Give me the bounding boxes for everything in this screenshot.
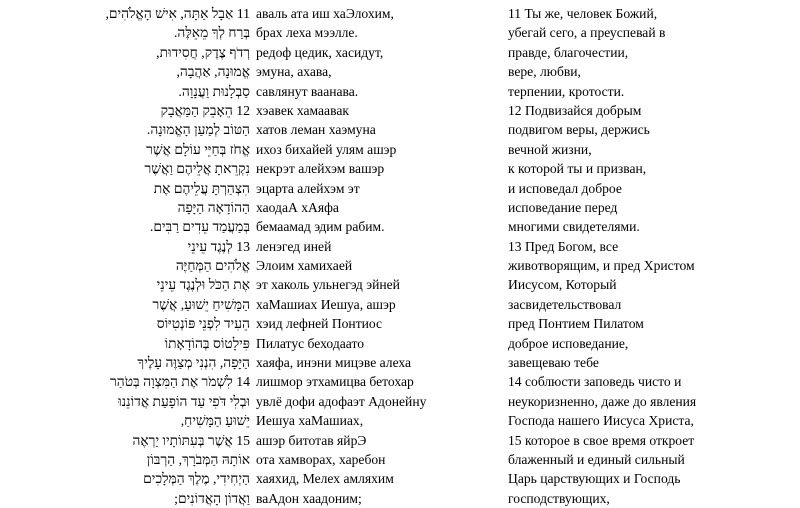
- transliteration-line: ихоз бихайей улям ашэр: [256, 141, 397, 157]
- russian-line: правде, благочестии,: [508, 44, 629, 60]
- russian-line: 15 которое в свое время откроет: [508, 432, 695, 448]
- transliteration-line: ашэр битотав яйрЭ: [256, 432, 367, 448]
- russian-line: завещеваю тебе: [508, 355, 599, 371]
- russian-line: убегай сего, а преуспевай в: [508, 25, 666, 41]
- transliteration-line: эцарта алейхэм эт: [256, 180, 360, 196]
- hebrew-line: הִצְהַרְתָּ עֲלֵיהֶם אֶת: [153, 180, 250, 196]
- transliteration-line: ота хамворах, харебон: [256, 451, 386, 467]
- russian-line: вере, любви,: [508, 64, 581, 80]
- hebrew-line: נִקְרֵאתָ אֲלֵיהֶם וַאֲשֶׁר: [144, 161, 250, 177]
- transliteration-line: аваль ата иш хаЭлохим,: [256, 6, 394, 21]
- russian-line: 14 соблюсти заповедь чисто и: [508, 374, 682, 390]
- hebrew-line: בְּמַעֲמַד עֵדִים רַבִּים.: [149, 219, 250, 235]
- russian-line: к которой ты и призван,: [508, 161, 647, 177]
- hebrew-line: הַטּוֹב לְמַעַן הָאֱמוּנָה.: [146, 122, 250, 138]
- transliteration-line: хатов леман хаэмуна: [256, 122, 376, 138]
- russian-line: 11 Ты же, человек Божий,: [508, 6, 658, 21]
- hebrew-line: אֶת הַכֹּל וּלְנֶגֶד עֵינֵי: [156, 277, 250, 293]
- hebrew-line: 15 אֲשֶׁר בְּעִתּוֹתָיו יַרְאֶה: [132, 432, 250, 448]
- transliteration-line: хаодаА хАяфа: [256, 199, 339, 215]
- russian-line: доброе исповедание,: [508, 335, 629, 351]
- hebrew-line: רְדֹף צֶדֶק, חֲסִידוּת,: [156, 44, 250, 60]
- russian-line: исповедание перед: [508, 199, 618, 215]
- hebrew-line: וַאֲדוֹן הָאֲדוֹנִים;: [174, 490, 250, 506]
- transliteration-line: эмуна, ахава,: [256, 64, 332, 80]
- hebrew-line: הַיְחִידִי, מֶלֶךְ הַמְּלָכִים: [143, 471, 250, 487]
- hebrew-line: בְּרַח לְךָ מֵאֵלֶּה.: [173, 25, 250, 41]
- russian-line: подвигом веры, держись: [508, 122, 650, 138]
- hebrew-line: הַיָּפָה, הִנְנִי מְצַוֶּה עָלֶיךָ: [137, 355, 250, 371]
- transliteration-line: брах леха мээлле.: [256, 25, 358, 41]
- russian-line: блаженный и единый сильный: [508, 451, 685, 467]
- hebrew-line: אֱלֹהִים הַמְּחַיֶּה: [175, 258, 250, 274]
- russian-line: терпении, кротости.: [508, 83, 625, 99]
- transliteration-line: Элоим хамихаей: [256, 258, 353, 274]
- russian-line: Иисусом, Который: [508, 277, 617, 293]
- transliteration-line: хаяфа, инэни мицэве алеха: [256, 355, 412, 371]
- russian-column: [508, 4, 793, 508]
- hebrew-line: אֱמוּנָה, אַהֲבָה,: [176, 64, 250, 80]
- russian-line: пред Понтием Пилатом: [508, 316, 644, 332]
- russian-line: многими свидетелями.: [508, 219, 640, 235]
- russian-line: вечной жизни,: [508, 141, 592, 157]
- hebrew-line: פִּילָטוֹס בְּהוֹדָאָתוֹ: [164, 335, 250, 351]
- russian-line: засвидетельствовал: [508, 296, 622, 312]
- transliteration-line: некрэт алейхэм вашэр: [256, 161, 385, 177]
- hebrew-line: אוֹתָהּ הַמְּבֹרָךְ, הַרְבּוֹן: [146, 451, 250, 467]
- hebrew-line: 13 לְנֶגֶד עֵינֵי: [187, 238, 250, 254]
- hebrew-line: הֵעִיד לִפְנֵי פּוֹנְטִיּוֹס: [156, 316, 250, 332]
- transliteration-line: лишмор этхамицва бетохар: [256, 374, 414, 390]
- transliteration-column: [256, 4, 496, 508]
- russian-line: Царь царствующих и Господь: [508, 471, 681, 487]
- transliteration-line: ваАдон хаадоним;: [256, 490, 362, 506]
- russian-line: 13 Пред Богом, все: [508, 238, 619, 254]
- transliteration-line: Пилатус беходаато: [256, 335, 365, 351]
- russian-line: 12 Подвизайся добрым: [508, 102, 642, 118]
- transliteration-line: хаМашиах Иешуа, ашэр: [256, 296, 396, 312]
- transliteration-line: савлянут ваанава.: [256, 83, 359, 99]
- hebrew-line: סַבְלָנוּת וַעֲנָוָה.: [178, 83, 250, 99]
- transliteration-line: хэид лефней Понтиос: [256, 316, 383, 332]
- hebrew-line: 11 אַבָל אַתָּה, אִישׁ הָאֱלֹהִים,: [105, 6, 250, 21]
- hebrew-line: הַהוֹדָאָה הַיָּפָה: [177, 199, 250, 215]
- transliteration-line: бемаамад эдим рабим.: [256, 219, 385, 235]
- hebrew-column: [60, 4, 250, 508]
- transliteration-line: ленэгед иней: [256, 238, 332, 254]
- transliteration-line: редоф цедик, хасидут,: [256, 44, 384, 60]
- hebrew-line: הַמָּשִׁיחַ יֵשׁוּעַ, אֲשֶׁר: [152, 296, 250, 312]
- hebrew-line: וּבְלִי דֹּפִי עַד הוֹפָעַת אֲדוֹנֵנוּ: [118, 393, 250, 409]
- transliteration-line: хэавек хамаавак: [256, 102, 349, 118]
- hebrew-line: יֵשׁוּעַ הַמָּשִׁיחַ,: [180, 413, 250, 429]
- transliteration-line: увлё дофи адофаэт Адонейну: [256, 393, 427, 409]
- russian-line: господствующих,: [508, 490, 610, 506]
- hebrew-line: 14 לִשְׁמֹר אֶת הַמִּצְוָה בְּטֹהַר: [110, 374, 250, 390]
- russian-line: животворящим, и пред Христом: [508, 258, 695, 274]
- russian-line: и исповедал доброе: [508, 180, 622, 196]
- transliteration-line: хаяхид, Мелех амляхим: [256, 471, 394, 487]
- transliteration-line: Иешуа хаМашиах,: [256, 413, 364, 429]
- russian-line: Господа нашего Иисуса Христа,: [508, 413, 694, 429]
- transliteration-line: эт хаколь ульнегэд эйней: [256, 277, 400, 293]
- hebrew-line: אֱחֹז בְּחַיֵּי עוֹלָם אֲשֶׁר: [146, 141, 250, 157]
- hebrew-line: 12 הֵאָבֵק הַמַּאֲבָק: [160, 102, 250, 118]
- russian-line: неукоризненно, даже до явления: [508, 393, 697, 409]
